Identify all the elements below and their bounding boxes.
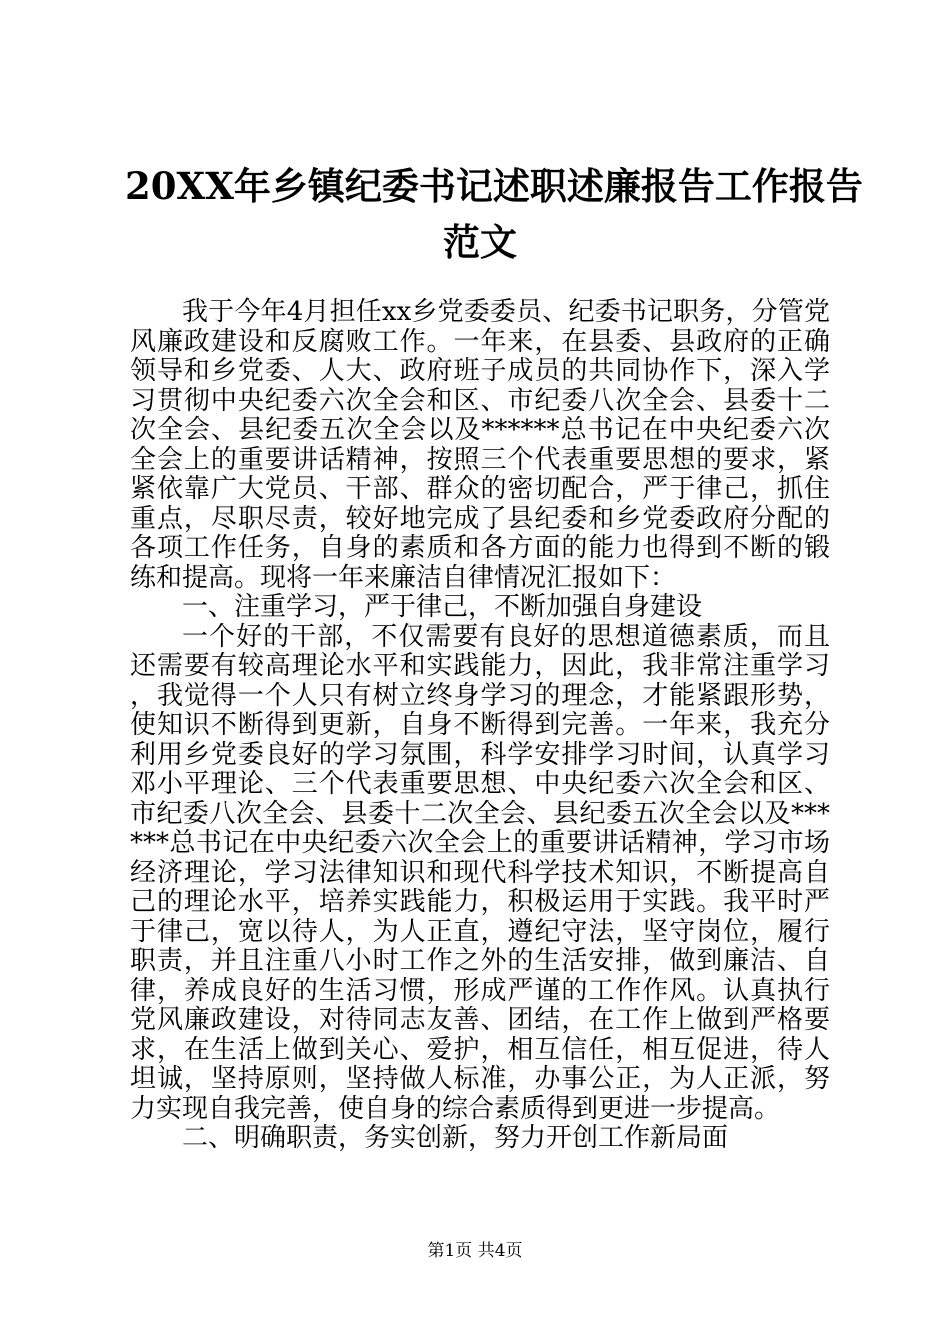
section-heading: 一、注重学习，严于律己，不断加强自身建设 — [182, 592, 703, 622]
body-paragraph: 一个好的干部，不仅需要有良好的思想道德素质，而且还需要有较高理论水平和实践能力，因此，我非常注重学习，我觉得一个人只有树立终身学习的理念，才能紧跟形势，使知识不断得到更新，自身不断得到完善。一年来，我充分利用乡党委良好的学习氛围，科学安排学习时间，认真学习邓小平理论、三个代表重要思想、中央纪委六次全会和区、市纪委八次全会、县委十二次全会、县纪委五次全会以及******总书记在中央纪委六次全会上的重要讲话精神，学习市场经济理论，学习法律知识和现代科学技术知识，不断提高自己的理论水平，培养实践能力，积极运用于实践。我平时严于律己，宽以待人，为人正直，遵纪守法，坚守岗位，履行职责，并且注重八小时工作之外的生活安排，做到廉洁、自律，养成良好的生活习惯，形成严谨的工作作风。认真执行党风廉政建设，对待同志友善、团结，在工作上做到严格要求，在生活上做到关心、爱护，相互信任，相互促进，待人坦诚，坚持原则，坚持做人标准，办事公正，为人正派，努力实现自我完善，使自身的综合素质得到更进一步提高。 — [130, 621, 830, 1124]
page-number-footer: 第1页 共4页 — [427, 1241, 523, 1261]
document-title-line2: 范文 — [443, 220, 517, 264]
body-paragraph: 我于今年4月担任xx乡党委委员、纪委书记职务，分管党风廉政建设和反腐败工作。一年来，在县委、县政府的正确领导和乡党委、人大、政府班子成员的共同协作下，深入学习贯彻中央纪委六次全会和区、市纪委八次全会、县委十二次全会、县纪委五次全会以及******总书记在中央纪委六次全会上的重要讲话精神，按照三个代表重要思想的要求，紧紧依靠广大党员、干部、群众的密切配合，严于律己，抓住重点，尽职尽责，较好地完成了县纪委和乡党委政府分配的各项工作任务，自身的素质和各方面的能力也得到不断的锻练和提高。现将一年来廉洁自律情况汇报如下： — [130, 297, 830, 593]
document-body — [130, 298, 830, 1154]
section-heading: 二、明确职责，务实创新，努力开创工作新局面 — [182, 1123, 729, 1153]
document-title-line1: 20XX年乡镇纪委书记述职述廉报告工作报告 — [125, 164, 863, 208]
